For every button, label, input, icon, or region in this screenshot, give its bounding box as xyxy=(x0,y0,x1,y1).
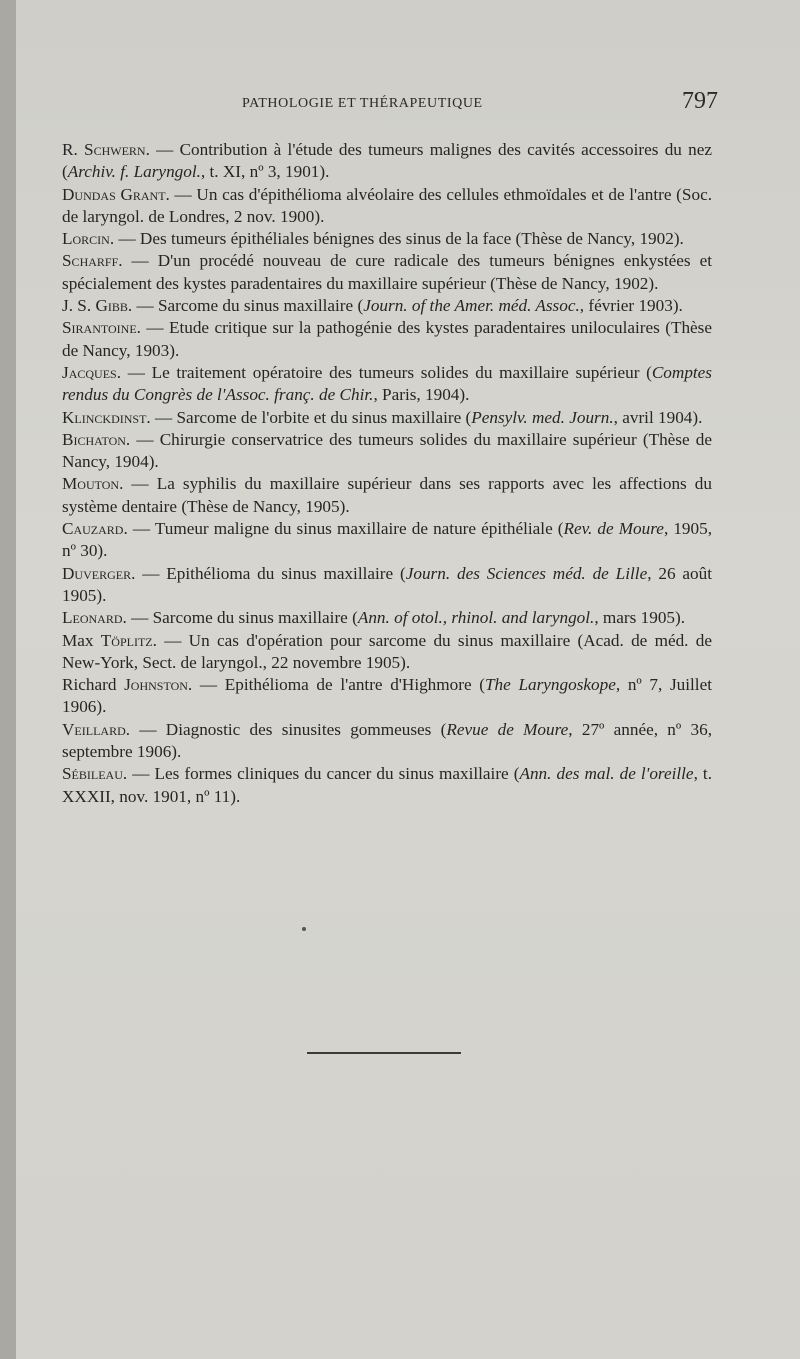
bibliography-list xyxy=(62,139,712,808)
reference-entry xyxy=(62,518,712,563)
page-header xyxy=(62,88,722,122)
journal-title: Pensylv. med. Journ. xyxy=(471,407,614,427)
reference-entry xyxy=(62,317,712,362)
author-given-name: J. S. xyxy=(62,296,96,316)
reference-text: . — Epithélioma du sinus maxillaire ( xyxy=(131,563,406,583)
author-given-name: Max xyxy=(62,630,101,650)
reference-text: . — Tumeur maligne du sinus maxillaire de nature épithéliale ( xyxy=(123,519,564,539)
reference-entry xyxy=(62,295,712,317)
journal-title: Ann. of otol., rhinol. and laryngol. xyxy=(357,608,595,628)
journal-title: Ann. des mal. de l'oreille xyxy=(519,764,694,784)
reference-entry xyxy=(62,630,712,675)
author-name: Schwern xyxy=(84,140,146,159)
ink-speck xyxy=(302,927,306,931)
author-name: Klinckdinst xyxy=(62,407,147,427)
author-name: Gibb xyxy=(95,296,128,316)
reference-text: , Paris, 1904). xyxy=(373,385,470,405)
journal-title: Rev. de Moure xyxy=(563,519,664,539)
reference-entry xyxy=(62,139,712,184)
reference-text: . — Les formes cliniques du cancer du sinus maxillaire ( xyxy=(122,764,520,784)
reference-text: , février 1903). xyxy=(579,296,683,316)
reference-text: . — La syphilis du maxillaire supérieur dans ses rapports avec les affections du système dentaire (Thèse de Nancy, 1905). xyxy=(62,474,712,516)
author-name: Lorcin xyxy=(62,229,110,249)
reference-entry xyxy=(62,563,712,608)
reference-text: , 1905, nº 30). xyxy=(62,519,713,561)
journal-title: Journ. des Sciences méd. de Lille xyxy=(405,563,648,583)
reference-text: , avril 1904). xyxy=(613,407,703,427)
author-name: Dundas Grant xyxy=(62,184,166,204)
reference-text: . — Etude critique sur la pathogénie des kystes paradentaires uniloculaires (Thèse de Nancy, 1903). xyxy=(62,318,712,360)
page-edge-shadow xyxy=(0,0,16,1359)
author-name: Johnston xyxy=(124,675,188,695)
journal-title: Journ. of the Amer. méd. Assoc. xyxy=(363,296,580,316)
reference-entry xyxy=(62,607,712,629)
reference-text: . — Des tumeurs épithéliales bénignes des sinus de la face (Thèse de Nancy, 1902). xyxy=(109,229,684,249)
author-name: Cauzard xyxy=(62,519,124,539)
author-name: Sirantoine xyxy=(62,318,137,338)
reference-text: , 27º année, nº 36, septembre 1906). xyxy=(62,719,712,762)
reference-text: , t. XI, nº 3, 1901). xyxy=(200,162,330,182)
author-name: Sébileau xyxy=(62,764,123,784)
reference-entry xyxy=(62,362,712,407)
author-name: Scharff xyxy=(62,251,119,271)
reference-entry xyxy=(62,228,712,250)
journal-title: The Laryngoskope xyxy=(485,675,616,695)
reference-text: . — Diagnostic des sinusites gommeuses ( xyxy=(125,719,447,739)
reference-text: . — Sarcome du sinus maxillaire ( xyxy=(122,608,358,628)
reference-text: . — D'un procédé nouveau de cure radicale des tumeurs bénignes enkystées et spécialement des kystes paradentaires du maxillaire supérieur (Thèse de Nancy, 1902). xyxy=(62,251,712,293)
reference-entry xyxy=(62,184,712,229)
reference-text: . — Chirurgie conservatrice des tumeurs solides du maxillaire supérieur (Thèse de Nancy, 1904). xyxy=(62,429,712,472)
journal-title: Comptes rendus du Congrès de l'Assoc. franç. de Chir. xyxy=(62,362,712,405)
reference-entry xyxy=(62,429,712,474)
author-name: Duverger xyxy=(62,563,132,583)
reference-text: , nº 7, Juillet 1906). xyxy=(62,675,712,717)
reference-text: . — Contribution à l'étude des tumeurs malignes des cavités accessoires du nez ( xyxy=(62,140,712,182)
reference-text: . — Un cas d'opération pour sarcome du sinus maxillaire (Acad. de méd. de New-York, Sect. de laryngol., 22 novembre 1905). xyxy=(62,630,712,672)
reference-text: , mars 1905). xyxy=(594,608,686,628)
reference-text: . — Sarcome de l'orbite et du sinus maxillaire ( xyxy=(146,407,472,427)
page-number: 797 xyxy=(682,88,718,114)
reference-entry xyxy=(62,763,712,808)
journal-title: Revue de Moure xyxy=(446,719,569,739)
reference-entry xyxy=(62,674,712,719)
author-given-name: Richard xyxy=(62,675,125,695)
author-name: Bichaton xyxy=(62,429,126,449)
journal-title: Archiv. f. Laryngol. xyxy=(67,162,201,182)
reference-entry xyxy=(62,473,712,518)
author-name: Töplitz xyxy=(100,630,153,650)
section-end-rule xyxy=(307,1052,461,1054)
author-name: Leonard xyxy=(62,608,123,628)
running-title: PATHOLOGIE ET THÉRAPEUTIQUE xyxy=(242,96,483,111)
author-name: Jacques xyxy=(62,362,117,382)
author-name: Veillard xyxy=(62,719,126,739)
reference-text: , 26 août 1905). xyxy=(62,563,713,605)
reference-text: . — Sarcome du sinus maxillaire ( xyxy=(127,296,364,316)
author-given-name: R. xyxy=(62,140,85,159)
reference-text: , t. XXXII, nov. 1901, nº 11). xyxy=(62,764,713,806)
reference-entry xyxy=(62,407,712,429)
reference-text: . — Un cas d'épithélioma alvéolaire des cellules ethmoïdales et de l'antre (Soc. de laryngol. de Londres, 2 nov. 1900). xyxy=(62,184,712,226)
reference-text: . — Epithélioma de l'antre d'Highmore ( xyxy=(187,675,485,695)
reference-text: . — Le traitement opératoire des tumeurs solides du maxillaire supérieur ( xyxy=(116,362,652,382)
reference-entry xyxy=(62,250,712,295)
author-name: Mouton xyxy=(62,474,120,494)
reference-entry xyxy=(62,719,712,764)
